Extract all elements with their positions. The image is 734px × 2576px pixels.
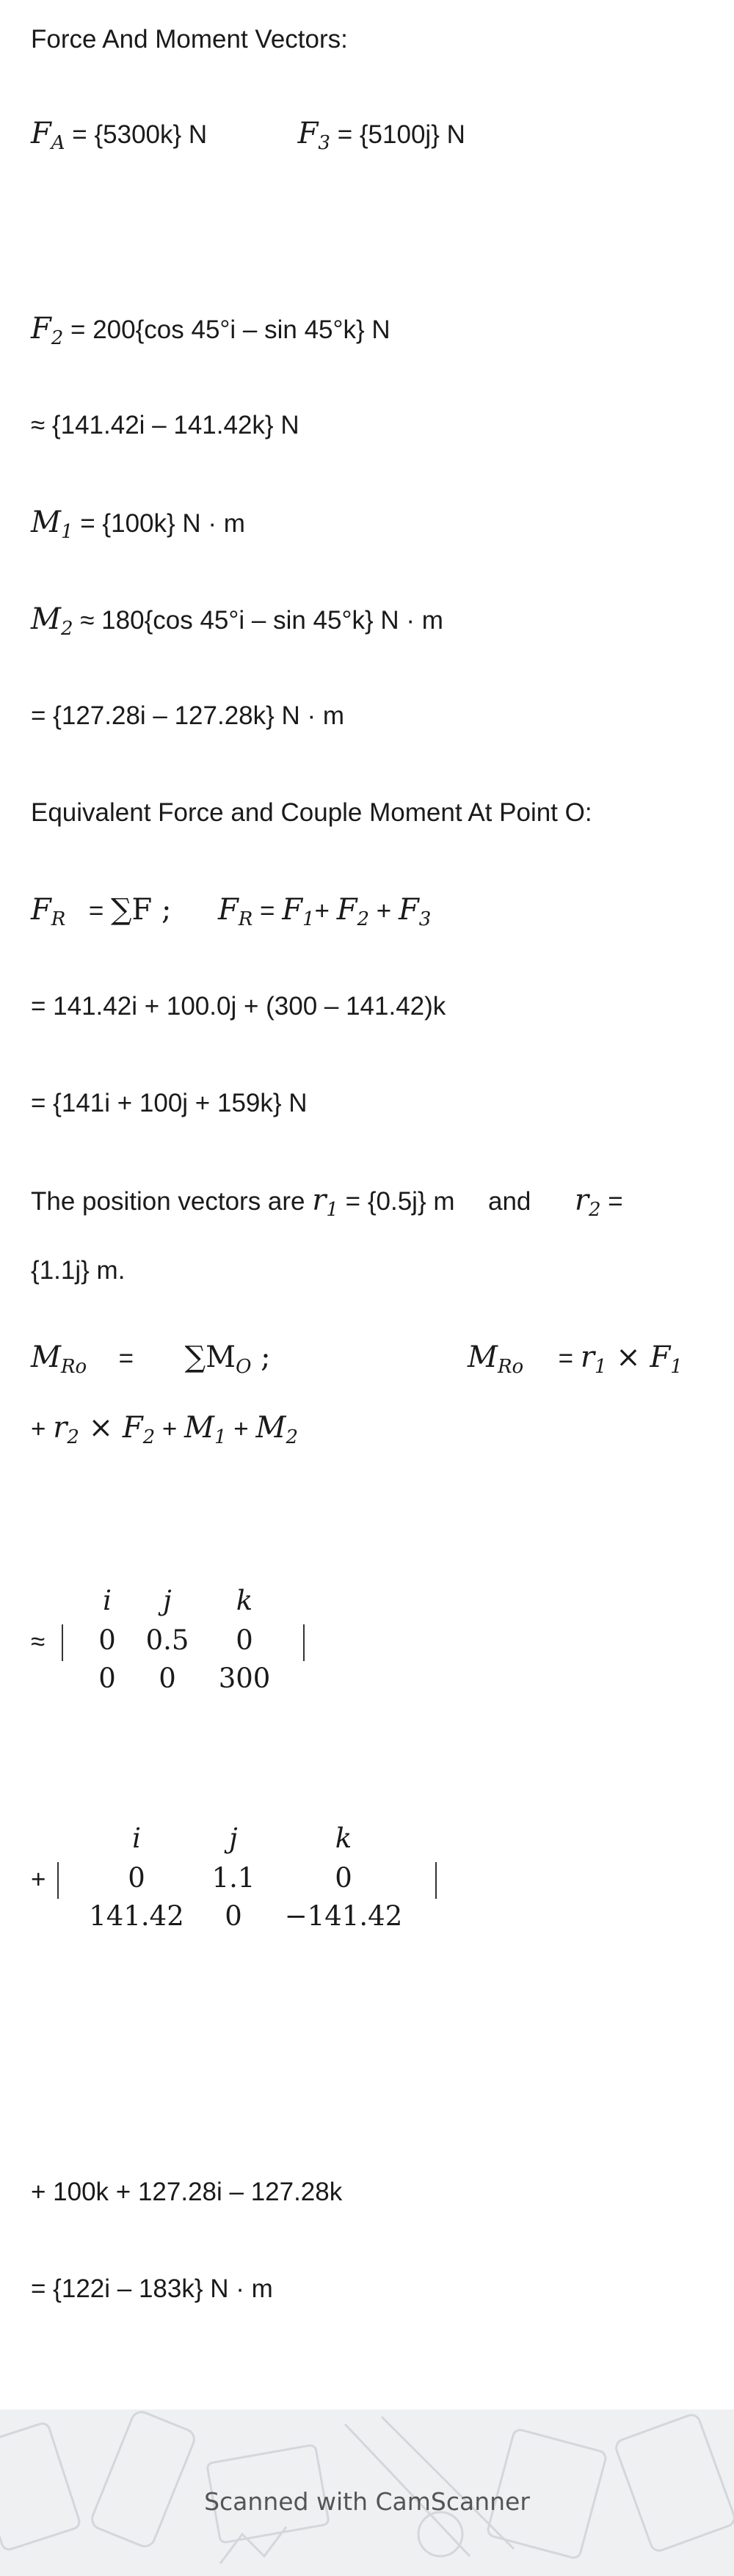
- plus: +: [233, 1415, 249, 1443]
- symbol: $F_2$: [31, 312, 64, 349]
- expression: ≈ 180{cos 45°i – sin 45°k} N · m: [80, 606, 443, 635]
- matrix-header-k: k: [335, 1822, 352, 1854]
- text: and: [487, 1187, 531, 1216]
- matrix-bar-right: [303, 1624, 305, 1661]
- position-vectors-line: [31, 1183, 623, 1221]
- symbol: $M_1$: [31, 506, 73, 543]
- matrix-bar-left: [62, 1624, 63, 1661]
- matrix-cell: 141.42: [89, 1900, 184, 1932]
- plus: +: [314, 897, 330, 925]
- equation-mro-cont: [31, 1411, 298, 1448]
- matrix-header-i: i: [103, 1585, 112, 1616]
- symbol: $F_R$: [217, 893, 253, 930]
- equals: =: [88, 897, 104, 925]
- matrix-cell: 0.5: [145, 1624, 189, 1656]
- symbol: $M_2$: [31, 602, 73, 640]
- expression: = 200{cos 45°i – sin 45°k} N: [70, 315, 390, 344]
- sum-expression: ∑F ;: [111, 893, 172, 927]
- equation-m1: [31, 506, 245, 543]
- matrix-cell: 1.1: [211, 1862, 255, 1894]
- expression: = {5100j} N: [337, 120, 465, 149]
- symbol: $F_R$: [31, 893, 66, 930]
- matrix-prefix-approx: ≈: [31, 1627, 46, 1656]
- equation-f2: [31, 312, 390, 349]
- symbol: $M_1$: [184, 1411, 227, 1448]
- equation-m2-result: = {127.28i – 127.28k} N · m: [31, 701, 345, 730]
- matrix-header-j: j: [163, 1585, 172, 1616]
- symbol: $M_2$: [255, 1411, 298, 1448]
- equation-mro: [31, 1340, 706, 1378]
- matrix-header-i: i: [132, 1822, 141, 1854]
- expression: = {100k} N · m: [80, 509, 245, 538]
- equation-f2-result: ≈ {141.42i – 141.42k} N: [31, 411, 299, 439]
- equation-fr: [31, 893, 432, 930]
- text: The position vectors are: [31, 1187, 305, 1216]
- plus: +: [161, 1415, 178, 1443]
- equation-mro-sum: + 100k + 127.28i – 127.28k: [31, 2178, 343, 2206]
- equals: =: [558, 1344, 574, 1373]
- symbol: $r_1 \times F_1$: [580, 1340, 683, 1378]
- text: = {0.5j} m: [345, 1187, 455, 1216]
- equation-force-a-f3: [31, 117, 465, 154]
- matrix-cell: 0: [98, 1663, 116, 1694]
- matrix-cell: 0: [128, 1862, 145, 1894]
- equals: =: [260, 897, 275, 925]
- symbol: $M_{Ro}$: [468, 1340, 524, 1378]
- matrix-bar-right: [435, 1862, 437, 1899]
- matrix-cell: 0: [236, 1624, 253, 1656]
- equation-mro-result: = {122i – 183k} N · m: [31, 2274, 273, 2303]
- symbol: $F_3$: [398, 893, 432, 930]
- matrix-bar-left: [57, 1862, 59, 1899]
- matrix-cell: 0: [98, 1624, 116, 1656]
- equals: =: [118, 1344, 134, 1373]
- symbol: $F_1$: [282, 893, 315, 930]
- section-heading: Equivalent Force and Couple Moment At Point O:: [31, 798, 592, 827]
- plus: +: [376, 897, 392, 925]
- footer-text: Scanned with CamScanner: [204, 2487, 530, 2516]
- expression: = {5300k} N: [72, 120, 208, 149]
- symbol: $r_2 \times F_2$: [53, 1411, 156, 1448]
- symbol: $F_2$: [336, 893, 370, 930]
- symbol: $M_{Ro}$: [31, 1340, 87, 1378]
- matrix-header-j: j: [229, 1822, 238, 1854]
- matrix-prefix-plus: +: [31, 1865, 46, 1894]
- sum-expression: $\sum M_O$ ;: [184, 1340, 271, 1378]
- equation-fr-expand: = 141.42i + 100.0j + (300 – 141.42)k: [31, 992, 446, 1021]
- plus: +: [31, 1415, 46, 1443]
- matrix-header-k: k: [236, 1585, 253, 1616]
- matrix-cell: −141.42: [284, 1900, 403, 1932]
- position-vectors-cont: {1.1j} m.: [31, 1256, 126, 1285]
- matrix-cell: 0: [335, 1862, 352, 1894]
- equation-m2: [31, 602, 443, 640]
- symbol: $r_1$: [312, 1183, 338, 1221]
- matrix-cell: 0: [225, 1900, 242, 1932]
- text: =: [608, 1187, 623, 1216]
- matrix-cell: 300: [218, 1663, 271, 1694]
- scanner-footer: [0, 2409, 734, 2576]
- symbol: $F_3$: [297, 117, 330, 154]
- page-title: Force And Moment Vectors:: [31, 25, 348, 54]
- matrix-cell: 0: [159, 1663, 176, 1694]
- equation-fr-result: = {141i + 100j + 159k} N: [31, 1089, 308, 1117]
- symbol: $r_2$: [574, 1183, 601, 1221]
- symbol: $F_A$: [31, 117, 65, 154]
